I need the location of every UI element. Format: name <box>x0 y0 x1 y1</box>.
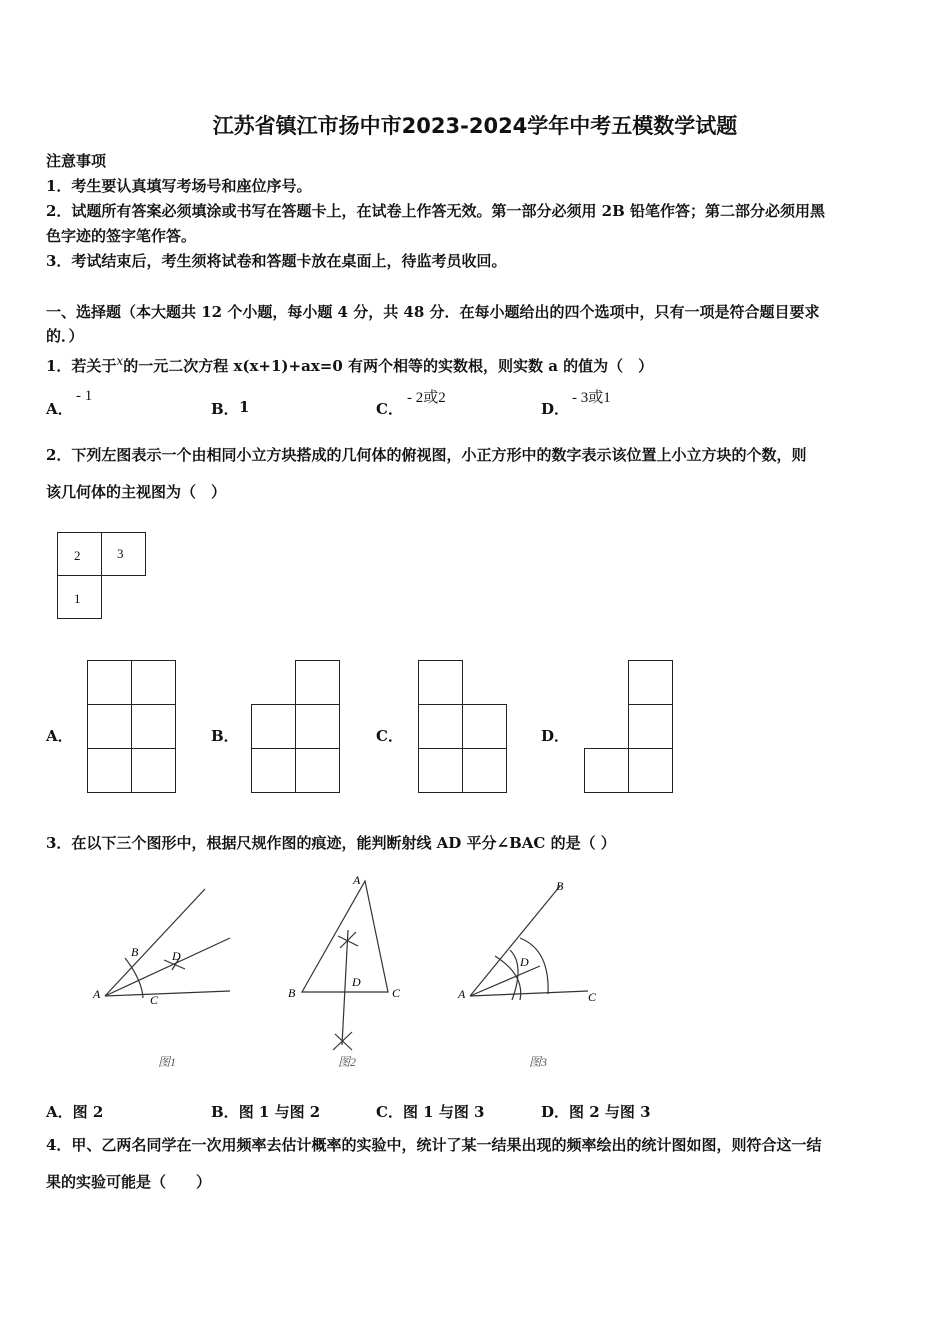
top-view-cell <box>101 532 146 576</box>
fig3-caption: 图3 <box>529 1055 548 1069</box>
q2-option-b-label: B． <box>211 727 239 745</box>
fig1-label-b: B <box>131 945 139 959</box>
q1-prefix: 1．若关于 <box>46 357 117 375</box>
fig2-label-b: B <box>288 986 296 1000</box>
q1-option-a-label: A． <box>46 400 73 418</box>
page-title: 江苏省镇江市扬中市2023-2024学年中考五模数学试题 <box>212 114 738 138</box>
q1-var: x <box>116 354 124 368</box>
q1-option-b-label: B． <box>211 400 239 418</box>
fig1-caption: 图1 <box>158 1055 177 1069</box>
fig3-label-c: C <box>588 990 597 1004</box>
question-3: 3．在以下三个图形中，根据尺规作图的痕迹，能判断射线 AD 平分∠BAC 的是（ ） <box>46 834 616 852</box>
q2-option-d-label: D． <box>541 727 570 745</box>
top-view-number: 3 <box>117 546 124 561</box>
fig2-label-a: A <box>353 873 361 887</box>
q1-option-d-value: - 3或1 <box>572 390 611 406</box>
fig3-label-a: A <box>458 987 466 1001</box>
fig3-label-d: D <box>520 955 529 969</box>
q3-option-b: B．图 1 与图 2 <box>211 1103 321 1121</box>
q2-option-c-label: C． <box>376 727 403 745</box>
q1-option-c-value: - 2或2 <box>407 390 446 406</box>
notice-item: 色字迹的签字笔作答。 <box>46 227 197 245</box>
q1-option-c-label: C． <box>376 400 403 418</box>
q2-option-a-label: A． <box>46 727 73 745</box>
figure-3 <box>470 886 588 1000</box>
notice-item: 2．试题所有答案必须填涂或书写在答题卡上，在试卷上作答无效。第一部分必须用 2B 铅笔作答；第二部分必须用黑 <box>46 202 826 220</box>
figure-1 <box>105 889 230 998</box>
q1-suffix: 的一元二次方程 x(x+1)+ax=0 有两个相等的实数根，则实数 a 的值为（ ） <box>123 357 654 375</box>
q3-figures <box>80 870 640 1080</box>
fig2-label-c: C <box>392 986 401 1000</box>
fig1-label-d: D <box>172 949 181 963</box>
question-4-line2: 果的实验可能是（ ） <box>46 1173 212 1191</box>
question-1 <box>46 351 653 376</box>
fig2-caption: 图2 <box>338 1055 357 1069</box>
q1-option-d-label: D． <box>541 400 570 418</box>
fig3-label-b: B <box>556 879 564 893</box>
question-2-line1: 2．下列左图表示一个由相同小立方块搭成的几何体的俯视图，小正方形中的数字表示该位置上小立方块的个数，则 <box>46 446 807 464</box>
q1-option-b-value: 1 <box>239 398 250 416</box>
section-heading-cont: 的．） <box>46 327 84 345</box>
top-view-number: 1 <box>74 591 81 606</box>
question-2-line2: 该几何体的主视图为（ ） <box>46 483 227 501</box>
q1-option-a-value: - 1 <box>76 388 93 404</box>
top-view-number: 2 <box>74 548 81 563</box>
section-heading: 一、选择题（本大题共 12 个小题，每小题 4 分，共 48 分．在每小题给出的四个选项中，只有一项是符合题目要求 <box>46 303 820 321</box>
notice-item: 1．考生要认真填写考场号和座位序号。 <box>46 177 312 195</box>
fig1-label-a: A <box>93 987 101 1001</box>
figure-2 <box>302 881 388 1050</box>
q3-option-a: A．图 2 <box>46 1103 104 1121</box>
q3-option-d: D．图 2 与图 3 <box>541 1103 651 1121</box>
notice-item: 3．考试结束后，考生须将试卷和答题卡放在桌面上，待监考员收回。 <box>46 252 507 270</box>
fig2-label-d: D <box>352 975 361 989</box>
q3-option-c: C．图 1 与图 3 <box>376 1103 485 1121</box>
question-4-line1: 4．甲、乙两名同学在一次用频率去估计概率的实验中，统计了某一结果出现的频率绘出的统计图如图，则符合这一结 <box>46 1136 822 1154</box>
fig1-label-c: C <box>150 993 159 1007</box>
notice-heading: 注意事项 <box>46 152 107 170</box>
